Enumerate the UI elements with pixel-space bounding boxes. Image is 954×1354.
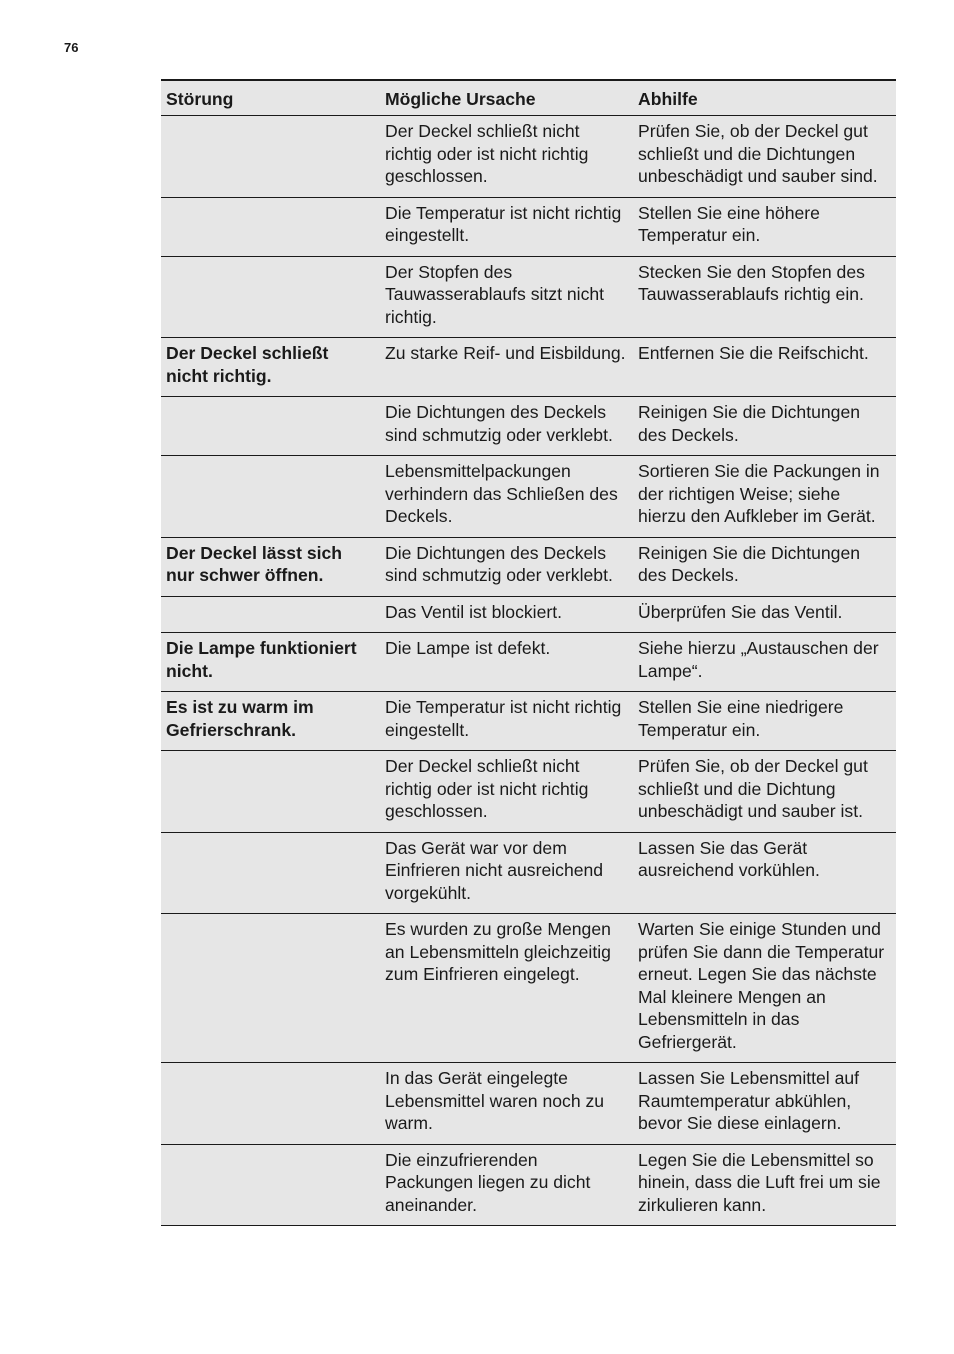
remedy-cell: Siehe hierzu „Austauschen der Lampe“. bbox=[638, 638, 879, 681]
table-row bbox=[161, 1144, 896, 1226]
remedy-cell: Überprüfen Sie das Ventil. bbox=[638, 601, 843, 622]
cause-cell: Die Lampe ist defekt. bbox=[385, 638, 551, 658]
cause-cell: Es wurden zu große Mengen an Lebensmitteln gleichzeitig zum Einfrieren eingelegt. bbox=[385, 919, 611, 984]
cause-cell: Das Ventil ist blockiert. bbox=[385, 601, 562, 622]
problem-cell bbox=[161, 596, 380, 633]
cause-cell: Die einzufrierenden Packungen liegen zu dicht aneinander. bbox=[385, 1149, 591, 1215]
cause-cell: Die Temperatur ist nicht richtig eingestellt. bbox=[385, 697, 622, 740]
table-row bbox=[161, 456, 896, 538]
cause-cell: Der Stopfen des Tauwasserablaufs sitzt nicht richtig. bbox=[385, 261, 605, 327]
problem-cell bbox=[161, 397, 380, 456]
remedy-cell: Entfernen Sie die Reifschicht. bbox=[638, 343, 869, 363]
table-row bbox=[161, 256, 896, 338]
troubleshooting-table bbox=[161, 79, 896, 1226]
header-remedy: Abhilfe bbox=[638, 88, 698, 109]
table-row bbox=[161, 1063, 896, 1145]
cause-cell: Das Gerät war vor dem Einfrieren nicht ausreichend vorgekühlt. bbox=[385, 837, 604, 903]
problem-cell bbox=[161, 832, 380, 914]
remedy-cell: Lassen Sie Lebensmittel auf Raumtemperatur abkühlen, bevor Sie diese einlagern. bbox=[638, 1068, 860, 1133]
cause-cell: Zu starke Reif- und Eisbildung. bbox=[385, 343, 626, 363]
remedy-cell: Stellen Sie eine niedrigere Temperatur ein. bbox=[638, 697, 844, 740]
problem-cell: Der Deckel lässt sich nur schwer öffnen. bbox=[166, 542, 343, 585]
cause-cell: Der Deckel schließt nicht richtig oder ist nicht richtig geschlossen. bbox=[385, 756, 589, 821]
remedy-cell: Reinigen Sie die Dichtungen des Deckels. bbox=[638, 542, 861, 585]
table-row bbox=[161, 397, 896, 456]
table-body bbox=[161, 116, 896, 1226]
remedy-cell: Prüfen Sie, ob der Deckel gut schließt und die Dichtung unbeschädigt und sauber ist. bbox=[638, 756, 868, 821]
problem-cell bbox=[161, 116, 380, 198]
table-row bbox=[161, 832, 896, 914]
problem-cell: Es ist zu warm im Gefrierschrank. bbox=[166, 697, 314, 740]
problem-cell bbox=[161, 751, 380, 833]
page-number: 76 bbox=[64, 40, 79, 55]
table-header bbox=[161, 80, 896, 116]
remedy-cell: Prüfen Sie, ob der Deckel gut schließt und die Dichtungen unbeschädigt und sauber sind. bbox=[638, 121, 878, 186]
remedy-cell: Stecken Sie den Stopfen des Tauwasserablaufs richtig ein. bbox=[638, 261, 865, 304]
remedy-cell: Legen Sie die Lebensmittel so hinein, dass die Luft frei um sie zirkulieren kann. bbox=[638, 1149, 881, 1215]
table-row bbox=[161, 197, 896, 256]
cause-cell: Der Deckel schließt nicht richtig oder ist nicht richtig geschlossen. bbox=[385, 121, 589, 186]
problem-cell bbox=[161, 1144, 380, 1226]
table-row bbox=[161, 338, 896, 397]
table-row bbox=[161, 914, 896, 1063]
cause-cell: Die Dichtungen des Deckels sind schmutzig oder verklebt. bbox=[385, 402, 613, 445]
cause-cell: Die Dichtungen des Deckels sind schmutzig oder verklebt. bbox=[385, 542, 613, 585]
remedy-cell: Warten Sie einige Stunden und prüfen Sie dann die Temperatur erneut. Legen Sie das nächste Mal kleinere Mengen an Lebensmitteln in das Gefriergerät. bbox=[638, 919, 885, 1052]
cause-cell: Die Temperatur ist nicht richtig eingestellt. bbox=[385, 202, 622, 245]
remedy-cell: Stellen Sie eine höhere Temperatur ein. bbox=[638, 202, 820, 245]
problem-cell: Der Deckel schließt nicht richtig. bbox=[166, 343, 329, 386]
table-row bbox=[161, 116, 896, 198]
table-row bbox=[161, 633, 896, 692]
cause-cell: Lebensmittelpackungen verhindern das Schließen des Deckels. bbox=[385, 461, 618, 526]
table-row bbox=[161, 751, 896, 833]
cause-cell: In das Gerät eingelegte Lebensmittel waren noch zu warm. bbox=[385, 1068, 605, 1133]
table-row bbox=[161, 537, 896, 596]
header-cause: Mögliche Ursache bbox=[385, 88, 536, 109]
problem-cell bbox=[161, 197, 380, 256]
remedy-cell: Lassen Sie das Gerät ausreichend vorkühlen. bbox=[638, 837, 820, 880]
remedy-cell: Sortieren Sie die Packungen in der richtigen Weise; siehe hierzu den Aufkleber im Gerät. bbox=[638, 461, 880, 526]
table-row bbox=[161, 596, 896, 633]
problem-cell bbox=[161, 1063, 380, 1145]
header-row bbox=[161, 80, 896, 116]
problem-cell: Die Lampe funktioniert nicht. bbox=[166, 638, 357, 681]
header-problem: Störung bbox=[166, 88, 234, 109]
remedy-cell: Reinigen Sie die Dichtungen des Deckels. bbox=[638, 402, 861, 445]
table-row bbox=[161, 692, 896, 751]
problem-cell bbox=[161, 256, 380, 338]
problem-cell bbox=[161, 914, 380, 1063]
problem-cell bbox=[161, 456, 380, 538]
